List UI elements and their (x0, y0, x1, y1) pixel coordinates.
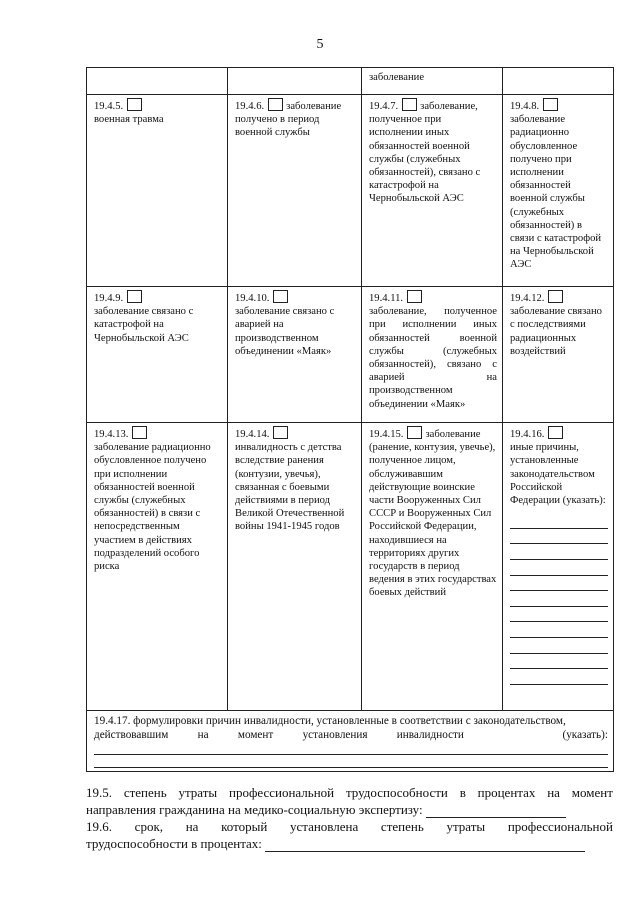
blank-line[interactable] (510, 560, 608, 576)
cell-19-4-17 (87, 711, 614, 772)
checkbox-19-4-7[interactable] (402, 98, 417, 111)
cell-19-4-7 (362, 95, 503, 287)
blank-line[interactable] (510, 513, 608, 529)
word: профессиональной (507, 819, 613, 834)
checkbox-19-4-14[interactable] (273, 426, 288, 439)
table-row-19-4-17 (87, 711, 614, 772)
item-text: заболевание связано с аварией на производственном объединении «Маяк» (235, 306, 335, 357)
item-text: заболевание, полученное при исполнении иных обязанностей военной службы (служебных обязанностей), связано с аварией на производственном объединении «Маяк» (369, 306, 497, 410)
word: на (197, 729, 209, 741)
cell-19-4-10 (228, 287, 362, 423)
term-input-line[interactable] (265, 851, 585, 852)
word: который (221, 819, 268, 834)
word: на (185, 819, 199, 834)
item-text: заболевание (ранение, контузия, увечье), полученное лицом, обслуживавшим действующие воинские части Вооруженных Сил СССР и Вооруженных Сил Российской Федерации, находившиеся на территориях других государств в период ведения в этих государствах боевых действий (369, 429, 497, 599)
item-number: 19.4.11. (369, 293, 404, 304)
item-number: 19.4.6. (235, 101, 265, 112)
item-text: заболевание радиационно обусловленное получено при исполнении обязанностей военной службы (служебных обязанностей) в связи с катастрофой на Чернобыльской АЭС (510, 114, 602, 271)
blank-line[interactable] (510, 654, 608, 670)
item-number: 19.4.7. (369, 101, 399, 112)
word: срок, (134, 819, 164, 834)
word: степень (123, 785, 167, 800)
blank-line[interactable] (94, 757, 608, 768)
item-number: 19.4.8. (510, 101, 540, 112)
cell-19-4-16 (503, 423, 614, 711)
item-text: инвалидность с детства вследствие ранения (контузии, увечья), связанная с боевыми действиями в период Великой Отечественной войны 1941-1945 годов (235, 442, 345, 533)
word: на (547, 785, 560, 800)
disability-cause-table (86, 67, 614, 772)
item-19-5-line1 (86, 784, 613, 801)
item-number: 19.4.5. (94, 101, 124, 112)
item-text: военная травма (94, 114, 164, 126)
blank-line[interactable] (510, 576, 608, 592)
blank-line[interactable] (510, 669, 608, 685)
item-number: 19.4.16. (510, 429, 545, 440)
checkbox-19-4-16[interactable] (548, 426, 563, 439)
blank-line[interactable] (510, 529, 608, 545)
word: степень (380, 819, 424, 834)
item-19-5 (86, 784, 613, 818)
word: утраты (178, 785, 218, 800)
cell-empty (228, 68, 362, 95)
word: действовавшим (94, 729, 169, 741)
item-text: заболевание получено в период военной службы (235, 101, 342, 139)
cell-19-4-13 (87, 423, 228, 711)
answer-lines[interactable] (510, 513, 608, 685)
item-19-6-line1 (86, 818, 613, 835)
checkbox-19-4-6[interactable] (268, 98, 283, 111)
cell-continued (362, 68, 503, 95)
checkbox-19-4-15[interactable] (407, 426, 422, 439)
item-text: заболевание связано с последствиями радиационных воздействий (510, 306, 602, 357)
word: 19.6. (86, 819, 112, 834)
blank-line[interactable] (510, 544, 608, 560)
word: утраты (446, 819, 486, 834)
word: профессиональной (228, 785, 335, 800)
word: момент (237, 729, 274, 741)
word: установлена (289, 819, 359, 834)
checkbox-19-4-8[interactable] (543, 98, 558, 111)
word: (указать): (562, 729, 608, 741)
label: направления гражданина на медико-социальную экспертизу: (86, 802, 423, 817)
blank-line[interactable] (94, 744, 608, 755)
word: 19.5. (86, 785, 112, 800)
word: трудоспособности (345, 785, 448, 800)
table-row (87, 95, 614, 287)
cell-19-4-9 (87, 287, 228, 423)
word: процентах (477, 785, 536, 800)
spacer (493, 728, 533, 742)
item-text: заболевание радиационно обусловленное получено при исполнении обязанностей военной службы (служебных обязанностей) в связи с непосредственным участием в действиях подразделений особого риска (94, 442, 211, 573)
item-19-5-line2 (86, 801, 613, 818)
item-number: 19.4.12. (510, 293, 545, 304)
word: инвалидности (396, 729, 464, 741)
item-text: заболевание, полученное при исполнении иных обязанностей военной службы (служебных обязанностей), связано с катастрофой на Чернобыльской АЭС (369, 101, 481, 205)
item-number: 19.4.14. (235, 429, 270, 440)
word: установления (302, 729, 368, 741)
cell-19-4-8 (503, 95, 614, 287)
table-row (87, 287, 614, 423)
table-row (87, 68, 614, 95)
cell-19-4-6 (228, 95, 362, 287)
cell-19-4-5 (87, 95, 228, 287)
checkbox-19-4-10[interactable] (273, 290, 288, 303)
cell-19-4-14 (228, 423, 362, 711)
cell-empty (87, 68, 228, 95)
label: трудоспособности в процентах: (86, 836, 262, 851)
blank-line[interactable] (510, 607, 608, 623)
blank-line[interactable] (510, 622, 608, 638)
cell-text: заболевание (369, 72, 425, 83)
word: в (459, 785, 466, 800)
item-text: иные причины, установленные законодательством Российской Федерации (указать): (510, 442, 606, 507)
item-19-4-17-line1: 19.4.17. формулировки причин инвалидности, установленные в соответствии с законодательством, (94, 715, 566, 727)
checkbox-19-4-9[interactable] (127, 290, 142, 303)
item-number: 19.4.15. (369, 429, 404, 440)
checkbox-19-4-12[interactable] (548, 290, 563, 303)
cell-19-4-11 (362, 287, 503, 423)
item-number: 19.4.13. (94, 429, 129, 440)
blank-line[interactable] (510, 638, 608, 654)
item-text: заболевание связано с катастрофой на Чернобыльской АЭС (94, 306, 194, 344)
checkbox-19-4-11[interactable] (407, 290, 422, 303)
checkbox-19-4-13[interactable] (132, 426, 147, 439)
page-number: 5 (316, 37, 324, 52)
item-19-4-17-line2 (94, 728, 608, 742)
cell-empty (503, 68, 614, 95)
item-19-6 (86, 818, 613, 852)
item-19-6-line2 (86, 835, 613, 852)
word: момент (571, 785, 613, 800)
cell-19-4-15 (362, 423, 503, 711)
item-number: 19.4.10. (235, 293, 270, 304)
checkbox-19-4-5[interactable] (127, 98, 142, 111)
table-row (87, 423, 614, 711)
item-number: 19.4.9. (94, 293, 124, 304)
cell-19-4-12 (503, 287, 614, 423)
blank-line[interactable] (510, 591, 608, 607)
